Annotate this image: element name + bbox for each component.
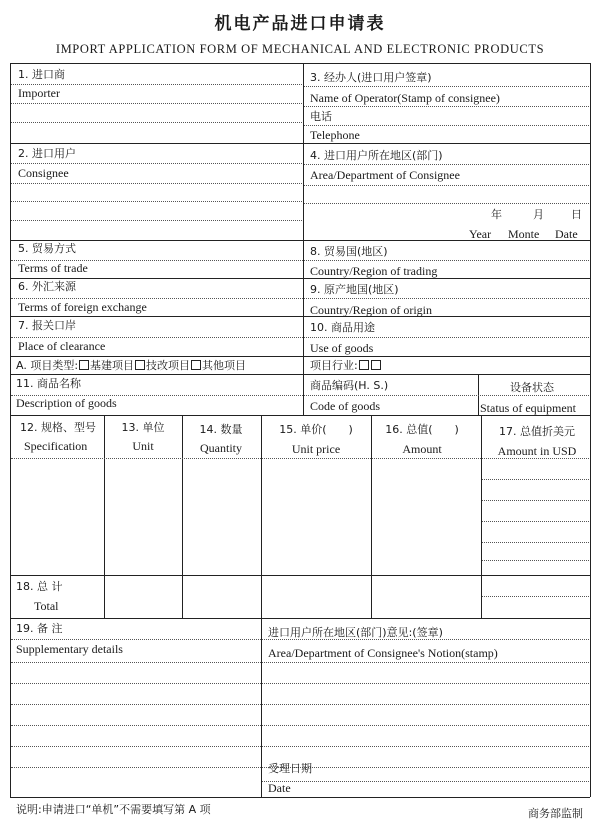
year-label-en: Year — [469, 227, 492, 241]
day-label-en: Date — [555, 227, 578, 241]
col-unit-price-en: Unit price — [291, 442, 341, 456]
trade-country-label-en: Country/Region of trading — [310, 264, 438, 278]
form-title-en: IMPORT APPLICATION FORM OF MECHANICAL AND ELECTRONIC PRODUCTS — [55, 42, 545, 56]
dotted-line — [11, 122, 302, 123]
equipment-status-label-cn: 设备状态 — [510, 381, 554, 394]
col-divider-1 — [104, 415, 105, 618]
dotted-line — [482, 560, 589, 561]
upper-column-divider — [303, 63, 304, 374]
dotted-line — [304, 164, 589, 165]
frame-left — [10, 63, 11, 797]
dotted-line — [304, 125, 589, 126]
dotted-line — [11, 662, 589, 663]
consignee-label-cn: 2. 进口用户 — [18, 147, 76, 160]
dotted-line — [11, 220, 302, 221]
area-label-en: Area/Department of Consignee — [310, 168, 460, 182]
month-label-en: Monte — [508, 227, 540, 241]
origin-label-cn: 9. 原产地国(地区) — [310, 283, 399, 296]
trade-mode-label-cn: 5. 贸易方式 — [18, 242, 76, 255]
accept-date-label-cn: 受理日期 — [268, 762, 312, 775]
option-tech-upgrade: 技改项目 — [146, 359, 191, 372]
col-quantity-cn: 14. 数量 — [199, 423, 243, 436]
col-divider-5 — [481, 415, 482, 618]
checkbox-other[interactable] — [191, 360, 201, 370]
footer-note: 说明:申请进口“单机”不需要填写第 A 项 — [16, 803, 211, 816]
frame-bottom — [10, 797, 590, 798]
telephone-label-en: Telephone — [310, 128, 360, 142]
area-label-cn: 4. 进口用户所在地区(部门) — [310, 149, 443, 162]
total-label-en: Total — [34, 599, 59, 613]
col-quantity-en: Quantity — [200, 441, 242, 455]
operator-label-cn: 3. 经办人(进口用户签章) — [310, 71, 432, 84]
dotted-line — [11, 103, 302, 104]
frame-right — [590, 63, 591, 797]
dotted-line — [304, 203, 589, 204]
dotted-line — [304, 106, 589, 107]
col-amount-en: Amount — [402, 442, 442, 456]
col-spec-cn: 12. 规格、型号 — [20, 421, 96, 434]
industry-label: 项目行业: — [310, 359, 358, 372]
col-divider-4 — [371, 415, 372, 618]
total-label-cn: 18. 总 计 — [16, 580, 63, 593]
option-infrastructure: 基建项目 — [90, 359, 135, 372]
col-usd-en: Amount in USD — [497, 444, 577, 458]
separator-clearance-project — [10, 356, 590, 357]
col-unit-cn: 13. 单位 — [121, 421, 165, 434]
form-title-cn: 机电产品进口申请表 — [214, 14, 386, 34]
goods-name-label-cn: 11. 商品名称 — [16, 377, 81, 390]
project-type-row — [16, 360, 246, 371]
importer-label-cn: 1. 进口商 — [18, 68, 65, 81]
separator-consignee-trade — [10, 240, 590, 241]
dotted-line — [11, 298, 589, 299]
month-label-cn: 月 — [533, 208, 544, 221]
remarks-label-en: Supplementary details — [16, 642, 123, 656]
dotted-line — [11, 746, 589, 747]
consignee-label-en: Consignee — [18, 166, 69, 180]
dotted-line — [482, 500, 589, 501]
separator-importer-consignee — [10, 143, 590, 144]
checkbox-tech-upgrade[interactable] — [135, 360, 145, 370]
goods-code-label-en: Code of goods — [310, 399, 380, 413]
col-divider-2 — [182, 415, 183, 618]
day-label-cn: 日 — [571, 208, 582, 221]
dotted-line — [304, 185, 589, 186]
use-label-en: Use of goods — [310, 341, 374, 355]
dotted-line — [11, 725, 589, 726]
industry-box-1[interactable] — [359, 360, 369, 370]
opinion-label-en: Area/Department of Consignee's Notion(stamp) — [268, 646, 498, 660]
dotted-line — [482, 479, 589, 480]
footer-authority: 商务部监制 — [528, 807, 583, 820]
dotted-line — [11, 84, 302, 85]
separator-trade-exchange — [10, 278, 590, 279]
option-other: 其他项目 — [202, 359, 247, 372]
remarks-label-cn: 19. 备 注 — [16, 622, 63, 635]
goods-name-label-en: Description of goods — [16, 396, 117, 410]
separator-items-total — [10, 575, 590, 576]
equipment-status-label-en: Status of equipment — [480, 401, 576, 415]
separator-goods-columns — [10, 415, 590, 416]
col-spec-en: Specification — [24, 439, 88, 453]
col-unit-price-cn: 15. 单价( ) — [279, 423, 353, 436]
importer-label-en: Importer — [18, 86, 60, 100]
col-usd-cn: 17. 总值折美元 — [499, 425, 575, 438]
trade-mode-label-en: Terms of trade — [18, 261, 88, 275]
use-label-cn: 10. 商品用途 — [310, 321, 375, 334]
dotted-line — [11, 201, 302, 202]
industry-box-2[interactable] — [371, 360, 381, 370]
project-type-label: A. 项目类型: — [16, 359, 79, 372]
opinion-label-cn: 进口用户所在地区(部门)意见:(签章) — [268, 626, 443, 639]
separator-project-goods — [10, 374, 590, 375]
dotted-line — [11, 260, 589, 261]
origin-label-en: Country/Region of origin — [310, 303, 432, 317]
dotted-line — [262, 781, 589, 782]
remarks-divider — [261, 618, 262, 797]
dotted-line — [11, 683, 589, 684]
separator-exchange-clearance — [10, 316, 590, 317]
dotted-line — [11, 163, 302, 164]
clearance-label-en: Place of clearance — [18, 339, 106, 353]
col-amount-cn: 16. 总值( ) — [385, 423, 459, 436]
frame-top — [10, 63, 590, 64]
industry-row — [310, 360, 382, 371]
clearance-label-cn: 7. 报关口岸 — [18, 319, 76, 332]
separator-total-remarks — [10, 618, 590, 619]
accept-date-label-en: Date — [268, 781, 291, 795]
operator-label-en: Name of Operator(Stamp of consignee) — [310, 91, 500, 105]
col-unit-en: Unit — [132, 439, 154, 453]
dotted-line — [482, 542, 589, 543]
dotted-line — [11, 337, 589, 338]
dotted-line — [11, 458, 589, 459]
trade-country-label-cn: 8. 贸易国(地区) — [310, 245, 388, 258]
telephone-label-cn: 电话 — [310, 110, 332, 123]
exchange-label-cn: 6. 外汇来源 — [18, 280, 76, 293]
dotted-line — [304, 86, 589, 87]
exchange-label-en: Terms of foreign exchange — [18, 300, 147, 314]
dotted-line — [11, 639, 589, 640]
dotted-line — [482, 596, 589, 597]
col-divider-3 — [261, 415, 262, 618]
checkbox-infrastructure[interactable] — [79, 360, 89, 370]
dotted-line — [11, 704, 589, 705]
dotted-line — [11, 183, 302, 184]
year-label-cn: 年 — [491, 208, 502, 221]
dotted-line — [482, 521, 589, 522]
goods-code-label-cn: 商品编码(H. S.) — [310, 379, 389, 392]
